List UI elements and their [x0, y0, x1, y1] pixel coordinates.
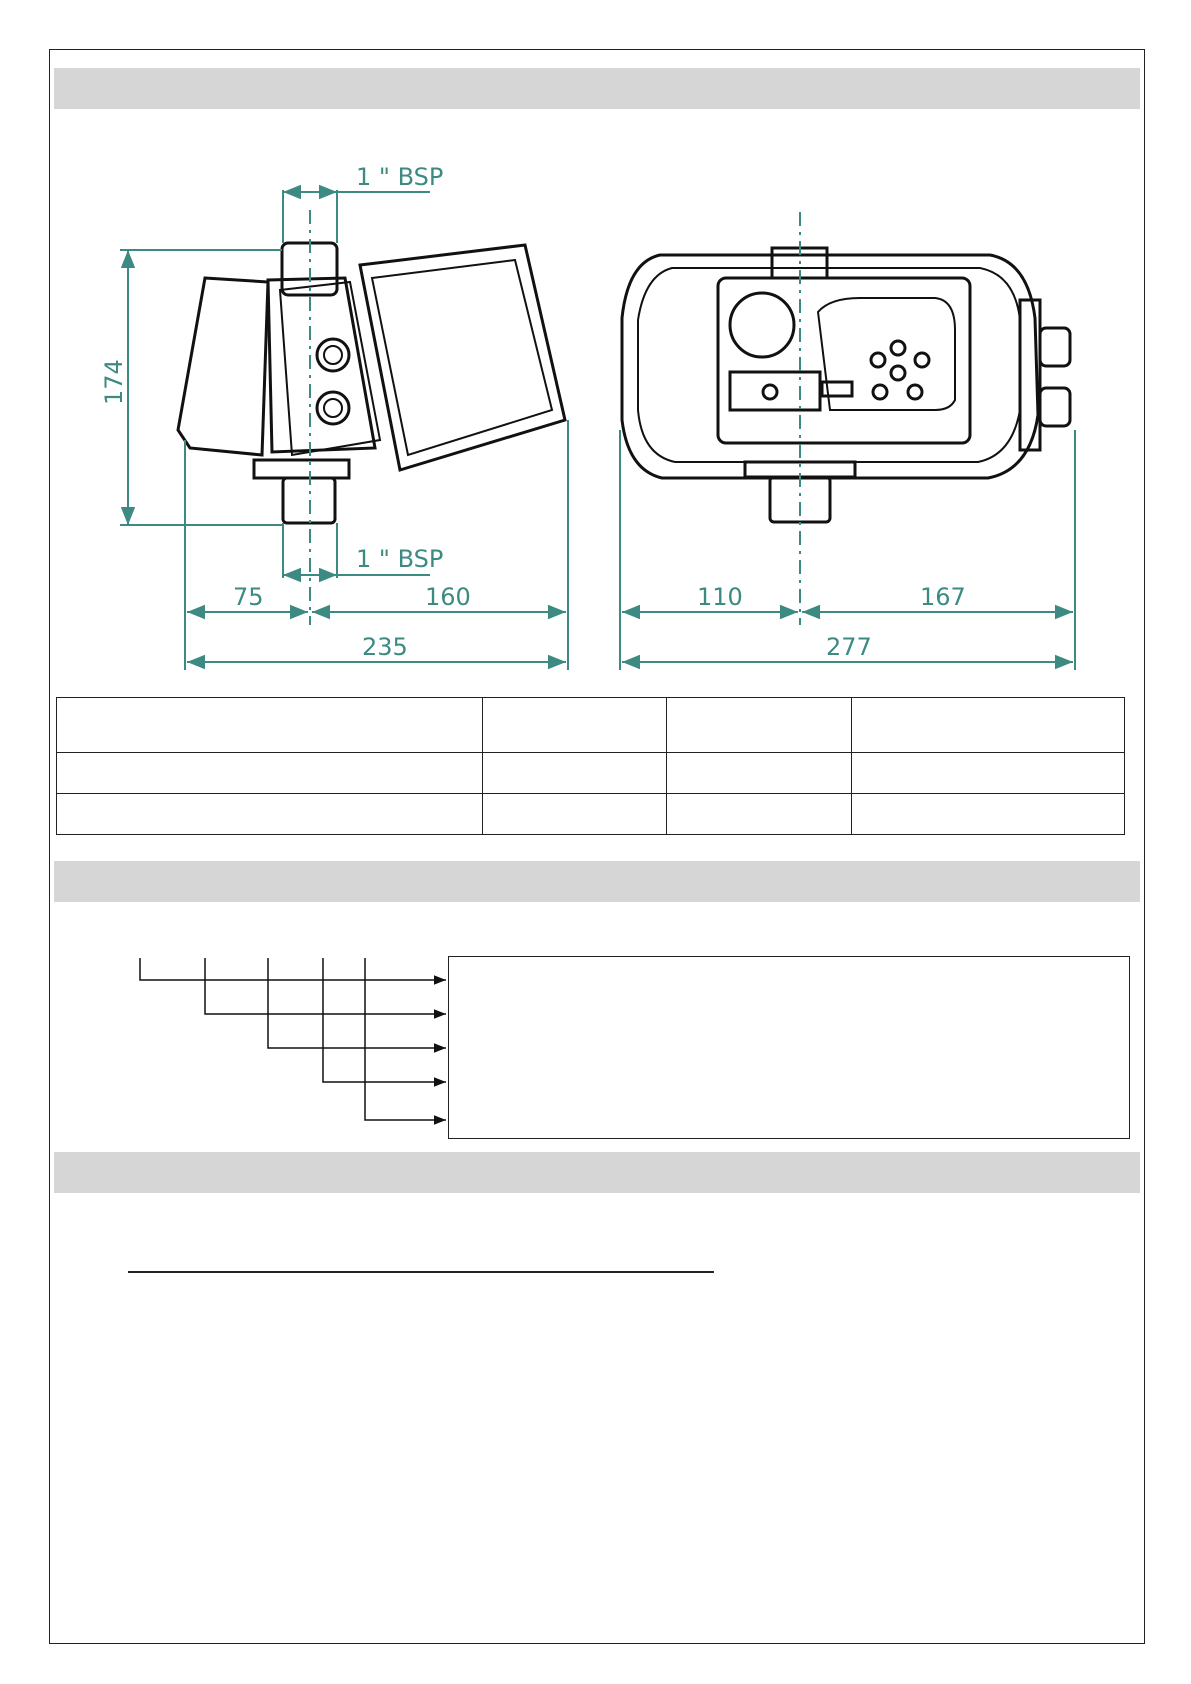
- right-width-dimension: 160: [425, 583, 471, 611]
- table-cell: [667, 698, 852, 753]
- front-view-dims: [620, 212, 1075, 670]
- code-branch-2: [205, 958, 446, 1014]
- thread-top-label: 1 " BSP: [356, 163, 444, 191]
- table-cell: [57, 794, 483, 835]
- table-cell: [57, 698, 483, 753]
- code-branch-4: [323, 958, 446, 1082]
- code-branch-1: [140, 958, 446, 980]
- height-dimension: 174: [100, 359, 128, 405]
- section-header-3: [54, 1152, 1140, 1193]
- table-cell: [483, 794, 667, 835]
- underline-rule: [128, 1271, 714, 1273]
- technical-drawing: [0, 0, 1191, 700]
- table-row: [57, 698, 1125, 753]
- left-width-dimension: 75: [233, 583, 264, 611]
- code-branch-3: [268, 958, 446, 1048]
- table-cell: [852, 794, 1125, 835]
- thread-bottom-label: 1 " BSP: [356, 545, 444, 573]
- table-cell: [667, 753, 852, 794]
- front-left-width-dimension: 110: [697, 583, 743, 611]
- code-legend-box: [448, 956, 1130, 1139]
- table-cell: [667, 794, 852, 835]
- table-cell: [483, 698, 667, 753]
- front-right-width-dimension: 167: [920, 583, 966, 611]
- spec-table: [56, 697, 1125, 835]
- table-cell: [852, 698, 1125, 753]
- table-cell: [57, 753, 483, 794]
- front-total-width-dimension: 277: [826, 633, 872, 661]
- table-row: [57, 753, 1125, 794]
- code-branch-5: [365, 958, 446, 1120]
- section-header-2: [54, 861, 1140, 902]
- table-row: [57, 794, 1125, 835]
- code-tree-diagram: [0, 940, 460, 1140]
- side-view-device: [178, 243, 565, 523]
- table-cell: [852, 753, 1125, 794]
- total-width-dimension: 235: [362, 633, 408, 661]
- table-cell: [483, 753, 667, 794]
- front-view-device: [622, 248, 1070, 522]
